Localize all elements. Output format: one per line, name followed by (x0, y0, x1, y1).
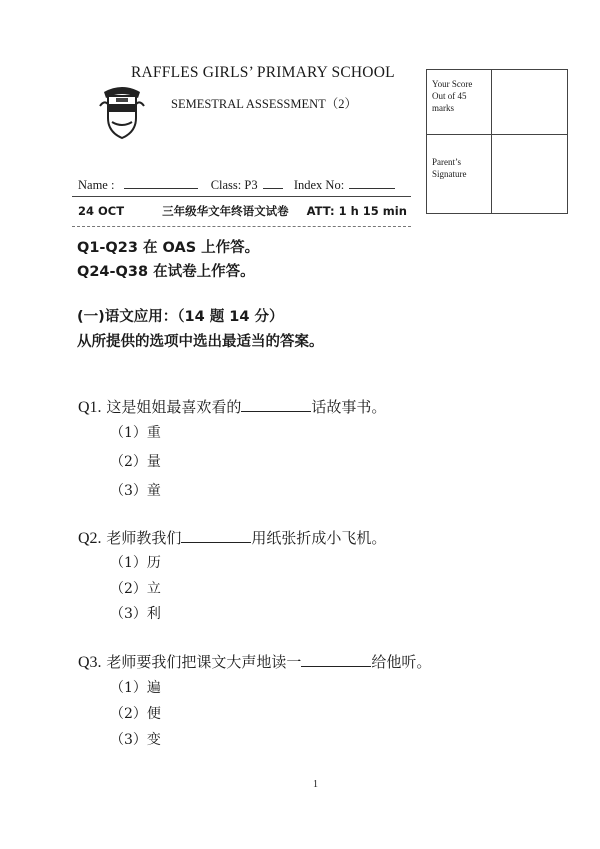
class-label: Class: P3 (210, 178, 258, 192)
header-divider (72, 196, 411, 197)
question-text-after: 用纸张折成小飞机。 (251, 529, 387, 547)
option-q1-3[interactable]: （3）童 (110, 483, 161, 499)
parent-signature-label: Parent’s Signature (432, 157, 467, 179)
question-2 (78, 527, 386, 548)
name-label: Name : (78, 178, 115, 192)
instruction-line-1: Q1-Q23 在 OAS 上作答。 (77, 240, 260, 256)
question-number: Q1. (78, 399, 102, 416)
answer-blank[interactable] (241, 397, 311, 412)
question-text-after: 给他听。 (371, 653, 432, 671)
score-field[interactable] (492, 70, 567, 134)
option-q3-1[interactable]: （1）遍 (110, 680, 161, 696)
section-title: (一)语文应用：（14 题 14 分） (77, 309, 284, 325)
section-subtitle: 从所提供的选项中选出最适当的答案。 (77, 334, 324, 350)
option-q1-2[interactable]: （2）量 (110, 454, 161, 470)
exam-time: ATT: 1 h 15 min (306, 204, 407, 218)
header-divider-dashed (72, 226, 411, 227)
question-text-before: 老师要我们把课文大声地读一 (106, 653, 302, 671)
school-crest-logo (98, 78, 146, 140)
option-q1-1[interactable]: （1）重 (110, 425, 161, 441)
option-q3-2[interactable]: （2）便 (110, 706, 161, 722)
option-q3-3[interactable]: （3）变 (110, 732, 161, 748)
school-name: RAFFLES GIRLS’ PRIMARY SCHOOL (131, 64, 395, 81)
name-field[interactable] (124, 177, 198, 189)
option-q2-2[interactable]: （2）立 (110, 581, 161, 597)
question-3 (78, 651, 431, 672)
student-info-row (78, 177, 395, 193)
question-text-after: 话故事书。 (311, 398, 387, 416)
exam-date: 24 OCT (78, 204, 125, 218)
assessment-title: SEMESTRAL ASSESSMENT（2） (171, 97, 358, 111)
paper-info-row (78, 203, 407, 219)
your-score-label: Your Score Out of 45 marks (432, 79, 473, 113)
signature-field[interactable] (492, 135, 567, 213)
answer-blank[interactable] (301, 652, 371, 667)
option-q2-1[interactable]: （1）历 (110, 555, 161, 571)
answer-blank[interactable] (181, 528, 251, 543)
page-number: 1 (313, 779, 318, 790)
paper-title: 三年级华文年终语文试卷 (162, 204, 289, 218)
index-label: Index No: (293, 178, 345, 192)
question-number: Q2. (78, 530, 102, 547)
instruction-line-2: Q24-Q38 在试卷上作答。 (77, 264, 255, 280)
class-field[interactable] (263, 177, 283, 189)
score-box (426, 69, 568, 214)
question-1 (78, 396, 386, 417)
question-text-before: 这是姐姐最喜欢看的 (106, 398, 242, 416)
index-field[interactable] (349, 177, 395, 189)
question-text-before: 老师教我们 (106, 529, 182, 547)
option-q2-3[interactable]: （3）利 (110, 606, 161, 622)
question-number: Q3. (78, 654, 102, 671)
